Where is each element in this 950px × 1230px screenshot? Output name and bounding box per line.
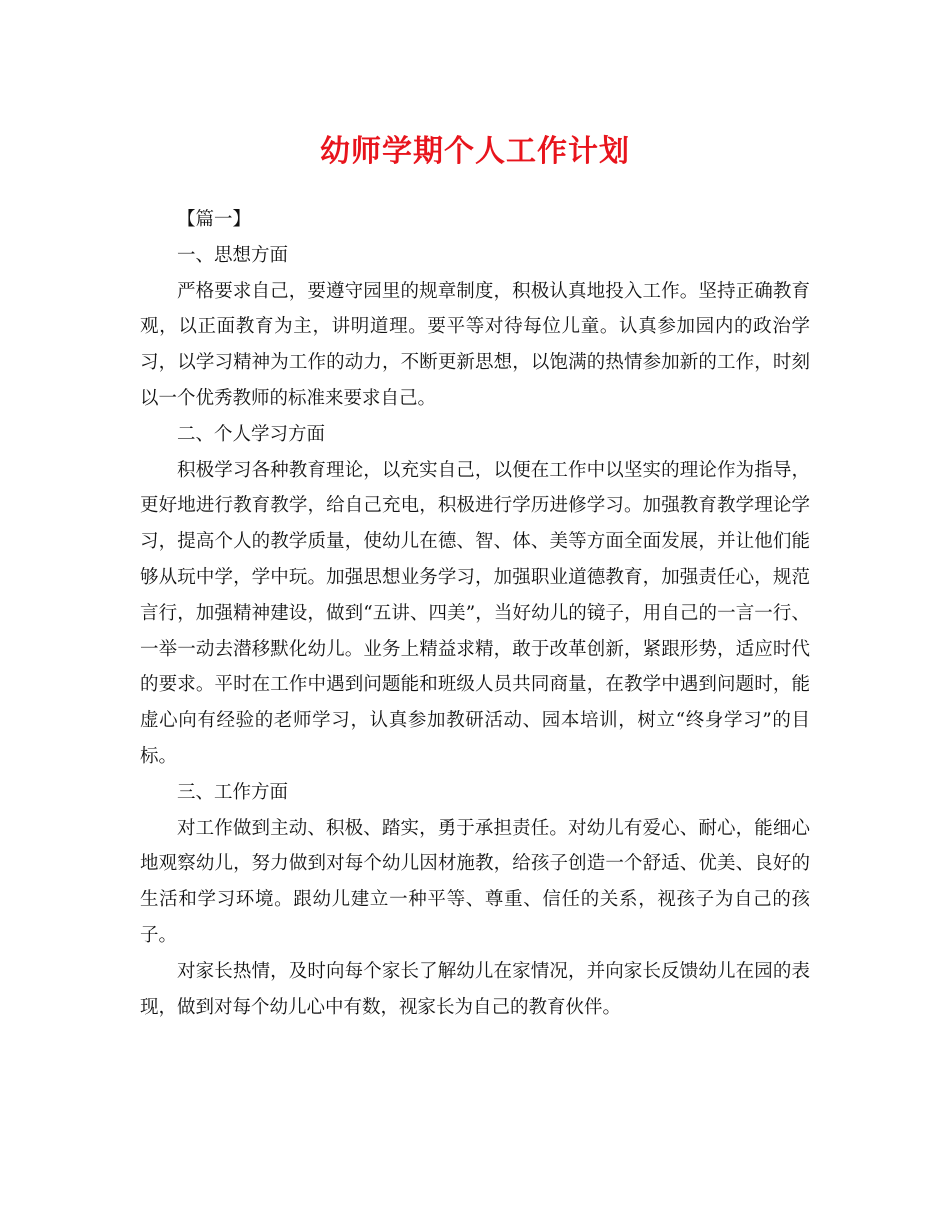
section-heading-work: 三、工作方面 [177,781,289,803]
document-title: 幼师学期个人工作计划 [320,134,630,169]
paragraph-study: 积极学习各种教育理论，以充实自己，以便在工作中以坚实的理论作为指导，更好地进行教育教学，给自己充电，积极进行学历进修学习。加强教育教学理论学习，提高个人的教学质量，使幼儿在德、智、体、美等方面全面发展，并让他们能够从玩中学，学中玩。加强思想业务学习，加强职业道德教育，加强责任心，规范言行，加强精神建设，做到“五讲、四美”，当好幼儿的镜子，用自己的一言一行、一举一动去潜移默化幼儿。业务上精益求精，敢于改革创新，紧跟形势，适应时代的要求。平时在工作中遇到问题能和班级人员共同商量，在教学中遇到问题时，能虚心向有经验的老师学习，认真参加教研活动、园本培训，树立“终身学习”的目标。 [140,459,810,767]
paragraph-work-children: 对工作做到主动、积极、踏实，勇于承担责任。对幼儿有爱心、耐心，能细心地观察幼儿，努力做到对每个幼儿因材施教，给孩子创造一个舒适、优美、良好的生活和学习环境。跟幼儿建立一种平等、尊重、信任的关系，视孩子为自己的孩子。 [140,817,810,946]
document-body [140,202,810,1025]
paragraph-work-parents: 对家长热情，及时向每个家长了解幼儿在家情况，并向家长反馈幼儿在园的表现，做到对每个幼儿心中有数，视家长为自己的教育伙伴。 [140,960,810,1018]
section-marker: 【篇一】 [177,209,252,230]
paragraph-thought: 严格要求自己，要遵守园里的规章制度，积极认真地投入工作。坚持正确教育观，以正面教育为主，讲明道理。要平等对待每位儿童。认真参加园内的政治学习，以学习精神为工作的动力，不断更新思想，以饱满的热情参加新的工作，时刻以一个优秀教师的标准来要求自己。 [140,280,810,409]
section-heading-study: 二、个人学习方面 [177,423,326,445]
section-heading-thought: 一、思想方面 [177,244,289,266]
